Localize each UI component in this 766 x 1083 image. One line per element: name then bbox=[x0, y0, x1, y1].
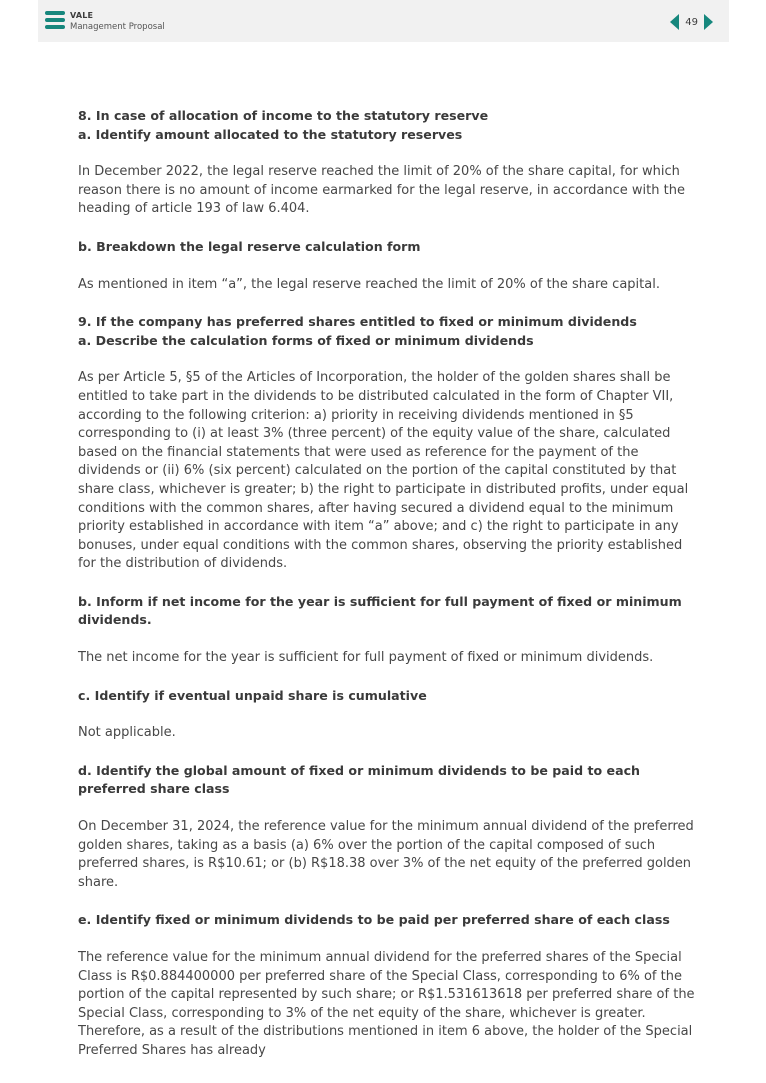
section-8b-heading: b. Breakdown the legal reserve calculation form bbox=[78, 238, 421, 254]
page-number: 49 bbox=[685, 16, 698, 28]
section-8a-heading: a. Identify amount allocated to the statutory reserves bbox=[78, 126, 463, 142]
section-9a-heading: a. Describe the calculation forms of fixed or minimum dividends bbox=[78, 332, 534, 348]
brand-name: VALE bbox=[70, 11, 94, 20]
brand-block bbox=[70, 11, 165, 32]
section-8a-paragraph: In December 2022, the legal reserve reached the limit of 20% of the share capital, for which reason there is no amount of income earmarked for the legal reserve, in accordance with the heading of article 193 of law 6.404. bbox=[78, 164, 685, 217]
document-header bbox=[38, 0, 729, 42]
section-9-heading: 9. If the company has preferred shares entitled to fixed or minimum dividends bbox=[78, 314, 637, 330]
section-9e-heading: e. Identify fixed or minimum dividends to be paid per preferred share of each class bbox=[78, 912, 670, 928]
section-9e-paragraph: The reference value for the minimum annual dividend for the preferred shares of the Special Class is R$0.884400000 per preferred share of the Special Class, corresponding to 6% of the portion of the capital represented by such share; or R$1.531613618 per preferred share of the Special Class, corresponding to 3% of the net equity of the share, whichever is greater. Therefore, as a result of the distributions mentioned in item 6 above, the holder of the Special Preferred Shares has already bbox=[78, 950, 695, 1058]
section-9d-heading: d. Identify the global amount of fixed or minimum dividends to be paid to each preferred share class bbox=[78, 762, 641, 797]
document-body bbox=[78, 107, 700, 1061]
menu-icon[interactable] bbox=[45, 11, 65, 29]
page-navigator bbox=[670, 14, 713, 30]
section-9b-paragraph: The net income for the year is sufficient for full payment of fixed or minimum dividends. bbox=[78, 650, 654, 666]
section-9b-heading: b. Inform if net income for the year is sufficient for full payment of fixed or minimum dividends. bbox=[78, 593, 682, 628]
next-page-arrow-icon[interactable] bbox=[704, 14, 713, 30]
section-9a-paragraph: As per Article 5, §5 of the Articles of Incorporation, the holder of the golden shares shall be entitled to take part in the dividends to be distributed calculated in the form of Chapter VII, according to the following criterion: a) priority in receiving dividends mentioned in §5 corresponding to (i) at least 3% (three percent) of the equity value of the share, calculated based on the financial statements that were used as reference for the payment of the dividends or (ii) 6% (six percent) calculated on the portion of the capital constituted by that share class, whichever is greater; b) the right to participate in distributed profits, under equal conditions with the common shares, after having secured a dividend equal to the minimum priority established in accordance with item “a” above; and c) the right to participate in any bonuses, under equal conditions with the common shares, observing the priority established for the distribution of dividends. bbox=[78, 370, 689, 572]
previous-page-arrow-icon[interactable] bbox=[670, 14, 679, 30]
section-8b-paragraph: As mentioned in item “a”, the legal reserve reached the limit of 20% of the share capital. bbox=[78, 276, 660, 292]
section-8-heading: 8. In case of allocation of income to the statutory reserve bbox=[78, 108, 489, 123]
document-subtitle: Management Proposal bbox=[70, 22, 165, 32]
section-9c-paragraph: Not applicable. bbox=[78, 725, 176, 741]
section-9d-paragraph: On December 31, 2024, the reference value for the minimum annual dividend of the preferred golden shares, taking as a basis (a) 6% over the portion of the capital composed of such preferred shares, is R$10.61; or (b) R$18.38 over 3% of the net equity of the preferred golden share. bbox=[78, 819, 694, 890]
section-9c-heading: c. Identify if eventual unpaid share is cumulative bbox=[78, 687, 427, 703]
